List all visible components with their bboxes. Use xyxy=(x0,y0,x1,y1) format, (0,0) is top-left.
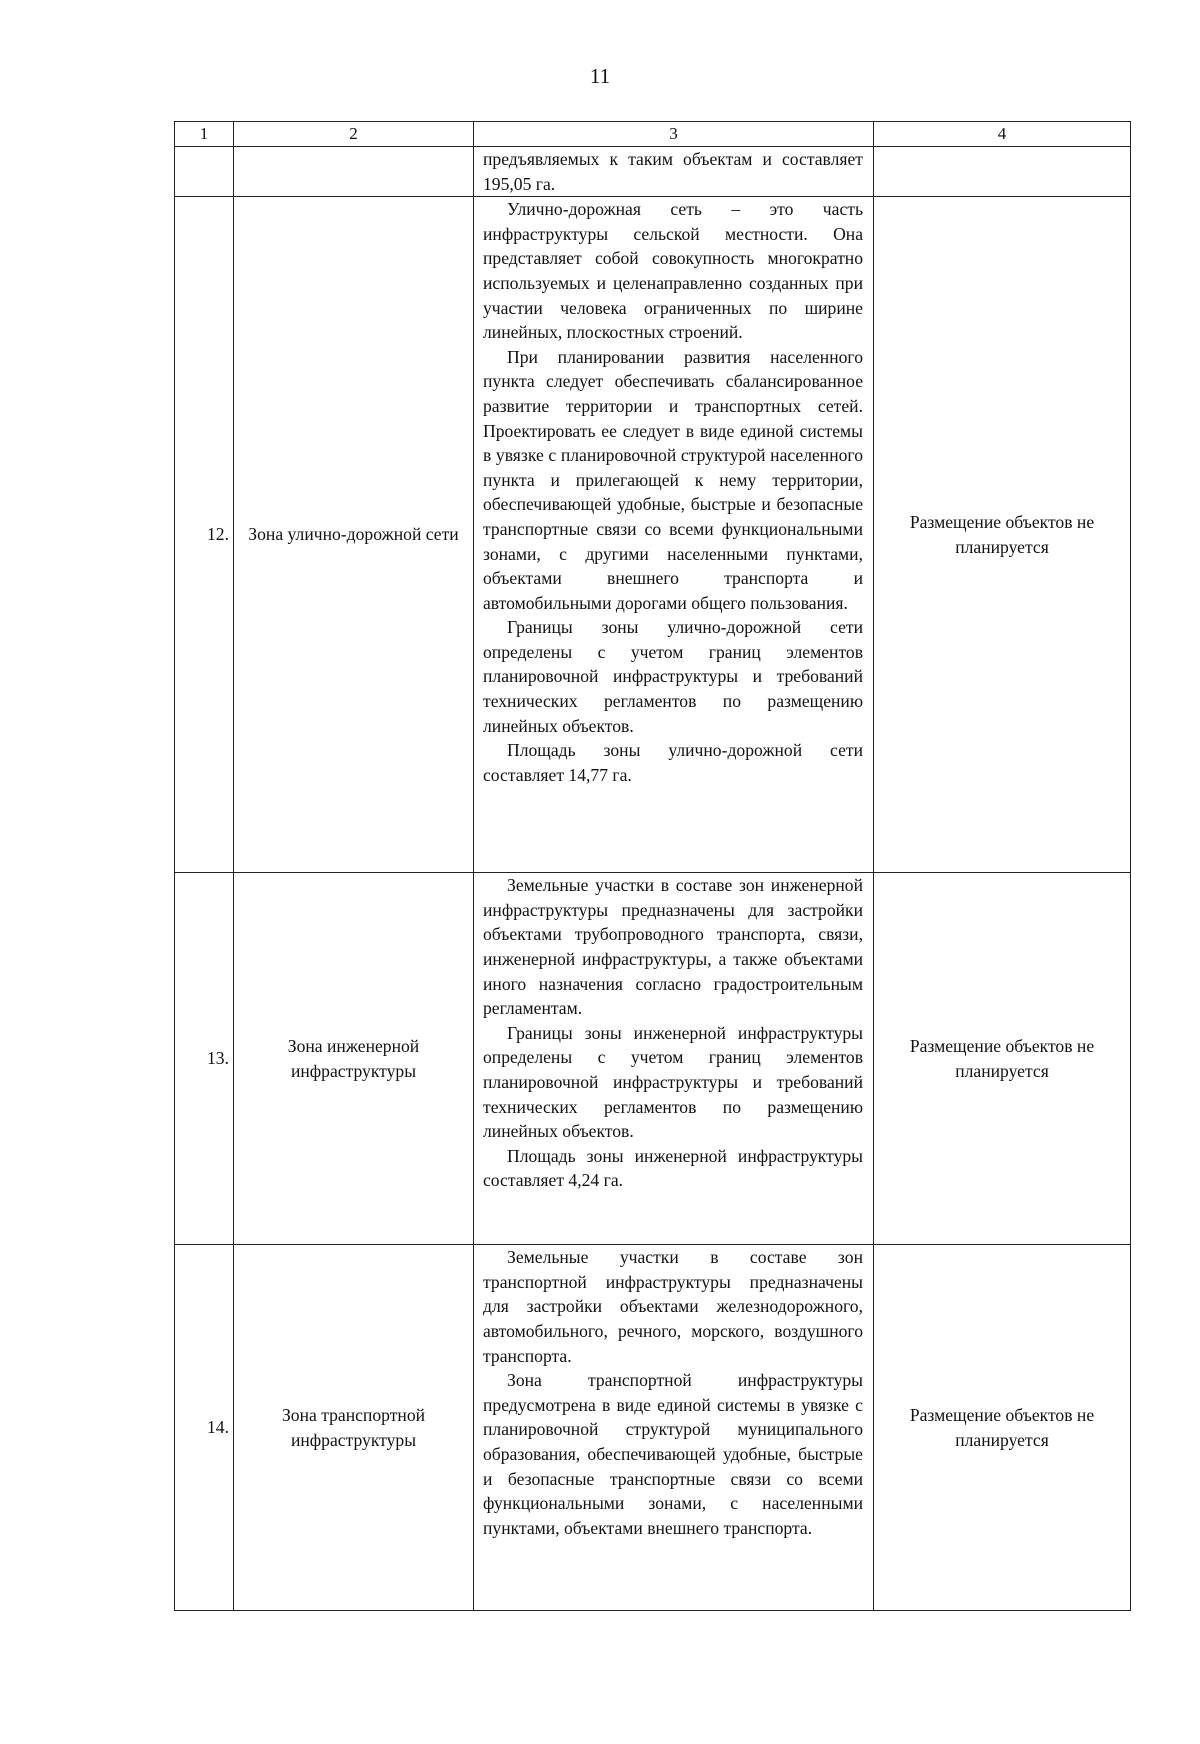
description-paragraph: Земельные участки в составе зон инженерной инфраструктуры предназначены для застройки объектами трубопроводного транспорта, связи, инженерной инфраструктуры, а также объектами иного назначения согласно градостроительным регламентам. xyxy=(483,875,863,1019)
table-row xyxy=(175,873,1131,1245)
description-paragraph: Границы зоны улично-дорожной сети определены с учетом границ элементов планировочной инфраструктуры и требований технических регламентов по размещению линейных объектов. xyxy=(483,617,863,736)
description-paragraph: Границы зоны инженерной инфраструктуры определены с учетом границ элементов планировочной инфраструктуры и требований технических регламентов по размещению линейных объектов. xyxy=(483,1022,863,1142)
number-cell xyxy=(175,147,234,197)
description-cell xyxy=(474,873,874,1245)
description-paragraph: Площадь зоны улично-дорожной сети составляет 14,77 га. xyxy=(483,740,863,785)
zone-name: Зона улично-дорожной сети xyxy=(234,197,474,873)
description-paragraph: Зона транспортной инфраструктуры предусмотрена в виде единой системы в увязке с планировочной структурой муниципального образования, обеспечивающей удобные, быстрые и безопасные транспортные связи со всеми функциональными зонами, с населенными пунктами, объектами внешнего транспорта. xyxy=(483,1370,863,1538)
column-header: 4 xyxy=(874,122,1131,147)
table-row-continuation xyxy=(175,147,1131,197)
column-header: 3 xyxy=(474,122,874,147)
description-paragraph: При планировании развития населенного пункта следует обеспечивать сбалансированное развитие территории и транспортных сетей. Проектировать ее следует в виде единой системы в увязке с планировочной структурой населенного пункта и прилегающей к нему территории, обеспечивающей удобные, быстрые и безопасные транспортные связи со всеми функциональными зонами, с другими населенными пунктами, объектами внешнего транспорта и автомобильными дорогами общего пользования. xyxy=(483,346,863,613)
row-number: 14. xyxy=(175,1245,234,1611)
placement-cell: Размещение объектов не планируется xyxy=(874,197,1131,873)
placement-cell: Размещение объектов не планируется xyxy=(874,1245,1131,1611)
description-paragraph: предъявляемых к таким объектам и составляет 195,05 га. xyxy=(483,149,863,194)
zone-name: Зона транспортной инфраструктуры xyxy=(234,1245,474,1611)
placement-cell: Размещение объектов не планируется xyxy=(874,873,1131,1245)
description-cell xyxy=(474,147,874,197)
zones-table xyxy=(174,121,1131,1611)
description-paragraph: Земельные участки в составе зон транспортной инфраструктуры предназначены для застройки объектами железнодорожного, автомобильного, речного, морского, воздушного транспорта. xyxy=(483,1247,863,1366)
table-row xyxy=(175,197,1131,873)
table-row xyxy=(175,1245,1131,1611)
description-paragraph: Улично-дорожная сеть – это часть инфраструктуры сельской местности. Она представляет собой совокупность многократно используемых и целенаправленно созданных при участии человека ограниченных по ширине линейных, плоскостных строений. xyxy=(483,199,863,343)
zone-cell xyxy=(234,147,474,197)
column-header: 2 xyxy=(234,122,474,147)
description-paragraph: Площадь зоны инженерной инфраструктуры составляет 4,24 га. xyxy=(483,1145,863,1191)
placement-cell xyxy=(874,147,1131,197)
table-header-row xyxy=(175,122,1131,147)
page-number: 11 xyxy=(589,64,611,88)
description-cell xyxy=(474,1245,874,1611)
column-header: 1 xyxy=(175,122,234,147)
row-number: 12. xyxy=(175,197,234,873)
zone-name: Зона инженерной инфраструктуры xyxy=(234,873,474,1245)
description-cell xyxy=(474,197,874,873)
row-number: 13. xyxy=(175,873,234,1245)
